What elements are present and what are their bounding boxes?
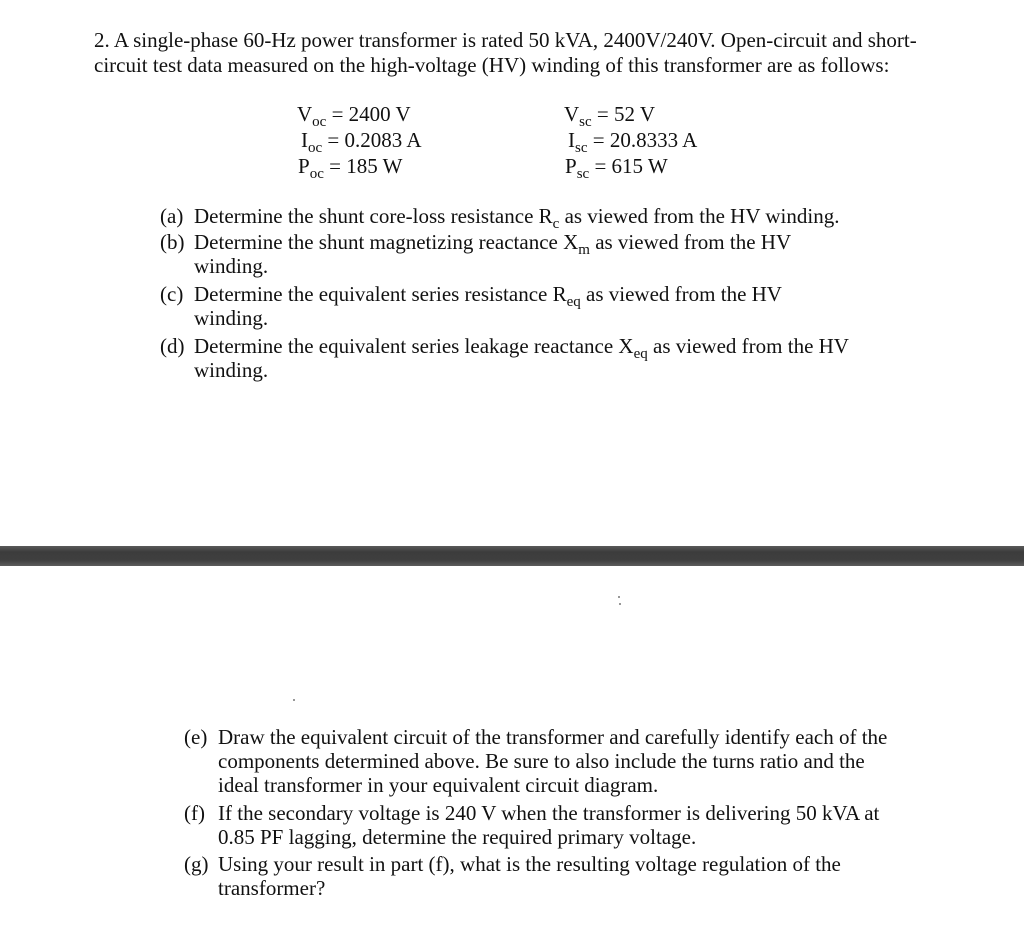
part-c: (c) Determine the equivalent series resistance $R_{eq}$ as viewed from the HV winding. (160, 282, 782, 330)
oc-voltage: $V_{oc} = 2400$ V (297, 102, 411, 130)
part-label: (f) (184, 801, 205, 825)
page-divider (0, 546, 1024, 566)
part-d: (d) Determine the equivalent series leakage reactance $X_{eq}$ as viewed from the HV winding. (160, 334, 849, 382)
oc-current: $I_{oc} = 0.2083$ A (301, 128, 422, 156)
part-f: (f) If the secondary voltage is 240 V when the transformer is delivering 50 kVA at 0.85 PF lagging, determine the required primary voltage. (184, 801, 880, 849)
sc-current: $I_{sc} = 20.8333$ A (568, 128, 698, 156)
part-label: (g) (184, 852, 209, 876)
part-label: (c) (160, 282, 184, 306)
sc-power: $P_{sc} = 615$ W (565, 154, 668, 182)
scan-speck (618, 596, 620, 598)
part-e: (e) Draw the equivalent circuit of the transformer and carefully identify each of the components determined above. Be sure to also include the turns ratio and the ideal transformer in your equivalent circuit diagram. (184, 725, 888, 797)
scan-speck (619, 603, 621, 605)
part-label: (a) (160, 204, 184, 228)
scan-speck (293, 699, 295, 701)
part-label: (b) (160, 230, 185, 254)
part-a: (a) Determine the shunt core-loss resistance $R_c$ as viewed from the HV winding. (160, 204, 840, 232)
problem-intro: 2. A single-phase 60-Hz power transformer is rated 50 kVA, 2400V/240V. Open-circuit and short-circuit test data measured on the high-voltage (HV) winding of this transformer are as follows: (94, 28, 917, 77)
part-label: (d) (160, 334, 185, 358)
oc-power: $P_{oc} = 185$ W (298, 154, 403, 182)
sc-voltage: $V_{sc} = 52$ V (564, 102, 656, 130)
part-b: (b) Determine the shunt magnetizing reactance $X_m$ as viewed from the HV winding. (160, 230, 791, 278)
part-g: (g) Using your result in part (f), what is the resulting voltage regulation of the transformer? (184, 852, 841, 900)
part-label: (e) (184, 725, 208, 749)
